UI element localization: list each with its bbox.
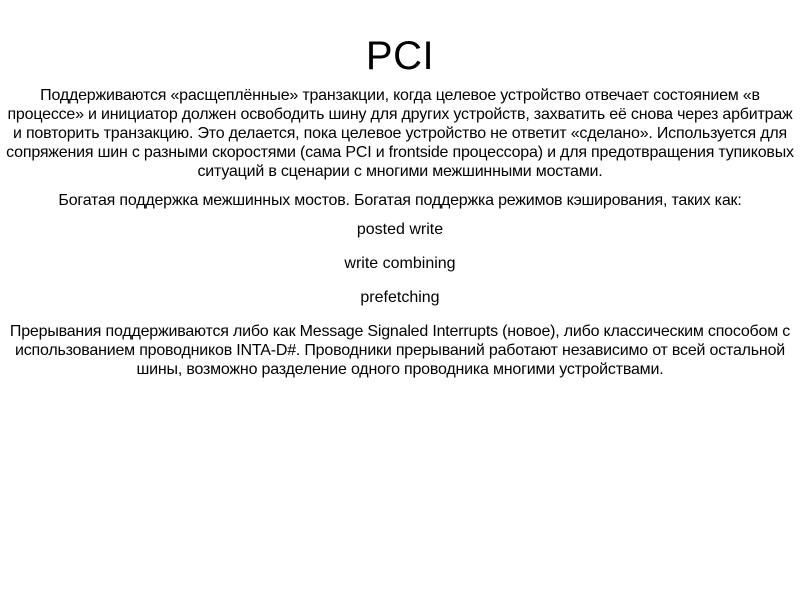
slide-title: PCI	[365, 34, 435, 78]
split-transactions-paragraph: Поддерживаются «расщеплённые» транзакции, когда целевое устройство отвечает состоянием «в процессе» и инициатор должен освободить шину для других устройств, захватить её снова через арбитраж и повторить транзакцию. Это делается, пока целевое устройство не ответит «сделано». Используется для сопряжения шин с разными скоростями (сама PCI и frontside процессора) и для предотвращения тупиковых ситуаций в сценарии с многими межшинными мостами.	[6, 87, 794, 180]
interrupts-paragraph: Прерывания поддерживаются либо как Message Signaled Interrupts (новое), либо классическим способом с использованием проводников INTA-D#. Проводники прерываний работают независимо от всей остальной шины, возможно разделение одного проводника многими устройствами.	[9, 323, 791, 378]
caching-mode-item: prefetching	[360, 289, 440, 306]
caching-mode-item: posted write	[356, 221, 444, 238]
bridges-caching-paragraph: Богатая поддержка межшинных мостов. Богатая поддержка режимов кэширования, таких как:	[58, 192, 742, 209]
slide-content	[6, 86, 794, 389]
caching-mode-item: write combining	[344, 255, 456, 272]
